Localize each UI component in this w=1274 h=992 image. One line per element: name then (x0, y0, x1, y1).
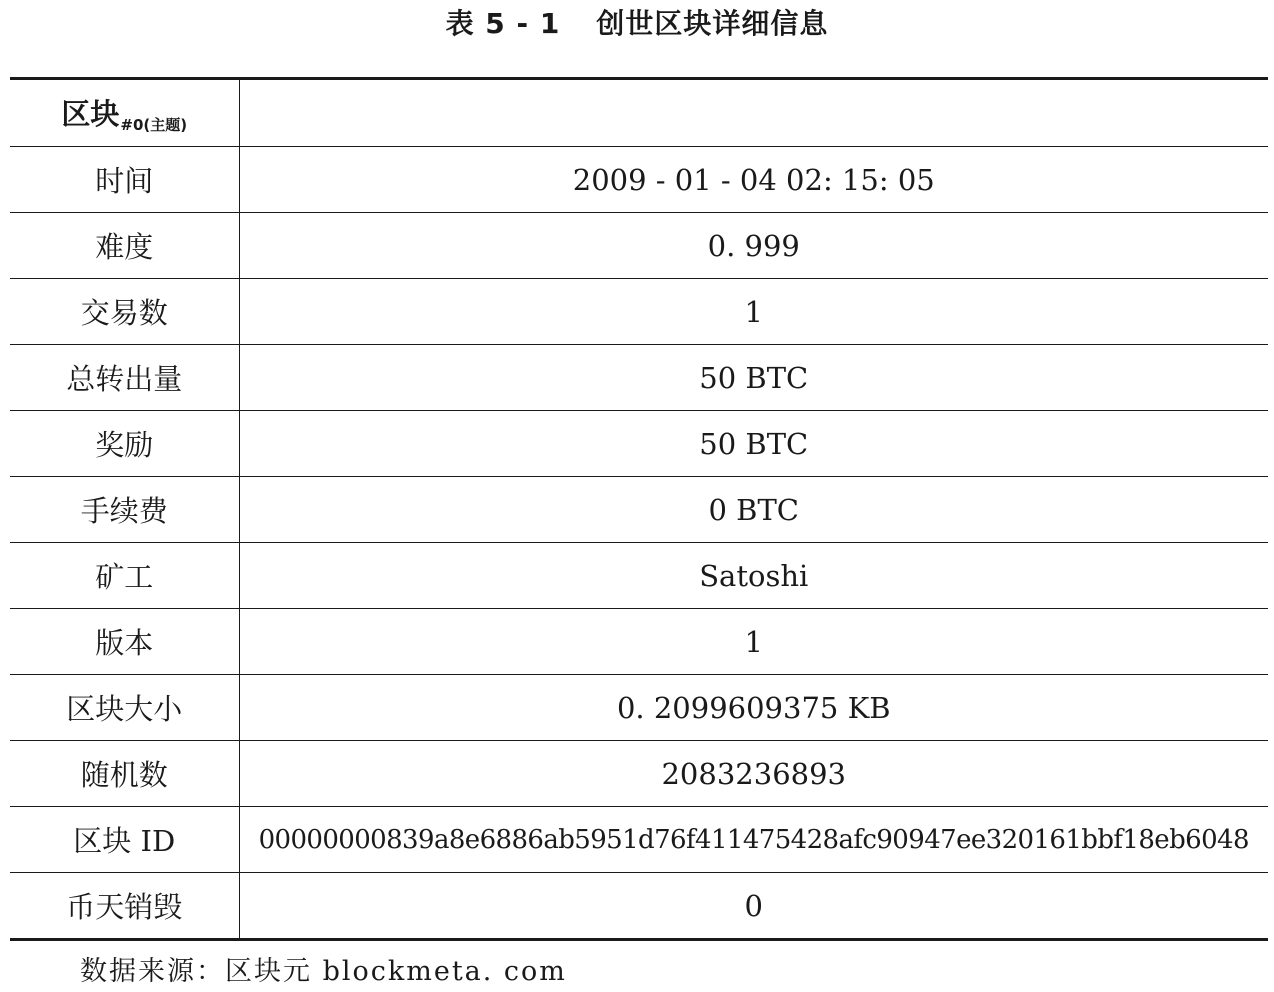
genesis-block-table (10, 77, 1268, 941)
row-value-coin-days-destroyed: 0 (239, 873, 1268, 940)
table-row (10, 147, 1268, 213)
row-label-fee: 手续费 (10, 477, 239, 543)
row-value-nonce: 2083236893 (239, 741, 1268, 807)
row-value-block-id: 00000000839a8e6886ab5951d76f411475428afc90947ee320161bbf18eb6048 (239, 807, 1268, 873)
table-row (10, 543, 1268, 609)
row-label-block-id: 区块 ID (10, 807, 239, 873)
row-label-difficulty: 难度 (10, 213, 239, 279)
row-value-difficulty: 0. 999 (239, 213, 1268, 279)
row-value-miner: Satoshi (239, 543, 1268, 609)
row-label-reward: 奖励 (10, 411, 239, 477)
table-title-text: 创世区块详细信息 (596, 7, 829, 40)
table-header-row (10, 79, 1268, 147)
row-label-time: 时间 (10, 147, 239, 213)
row-value-fee: 0 BTC (239, 477, 1268, 543)
row-value-time: 2009 - 01 - 04 02: 15: 05 (239, 147, 1268, 213)
table-row (10, 675, 1268, 741)
row-value-block-size: 0. 2099609375 KB (239, 675, 1268, 741)
table-number: 表 5 - 1 (445, 7, 561, 40)
header-label: 区块 (61, 96, 120, 131)
table-row (10, 873, 1268, 940)
table-row (10, 477, 1268, 543)
header-label-cell (10, 79, 239, 147)
table-row (10, 345, 1268, 411)
row-value-version: 1 (239, 609, 1268, 675)
row-label-block-size: 区块大小 (10, 675, 239, 741)
table-row (10, 807, 1268, 873)
header-value-cell (239, 79, 1268, 147)
table-row (10, 411, 1268, 477)
table-row (10, 741, 1268, 807)
row-value-transactions: 1 (239, 279, 1268, 345)
row-label-coin-days-destroyed: 币天销毁 (10, 873, 239, 940)
table-row (10, 609, 1268, 675)
row-label-total-output: 总转出量 (10, 345, 239, 411)
table-row (10, 279, 1268, 345)
header-subscript: #0(主题) (120, 115, 188, 134)
row-label-nonce: 随机数 (10, 741, 239, 807)
table-row (10, 213, 1268, 279)
row-value-total-output: 50 BTC (239, 345, 1268, 411)
row-label-miner: 矿工 (10, 543, 239, 609)
table-title (0, 2, 1274, 46)
row-label-transactions: 交易数 (10, 279, 239, 345)
data-source-note: 数据来源：区块元 blockmeta. com (80, 956, 567, 987)
row-label-version: 版本 (10, 609, 239, 675)
row-value-reward: 50 BTC (239, 411, 1268, 477)
